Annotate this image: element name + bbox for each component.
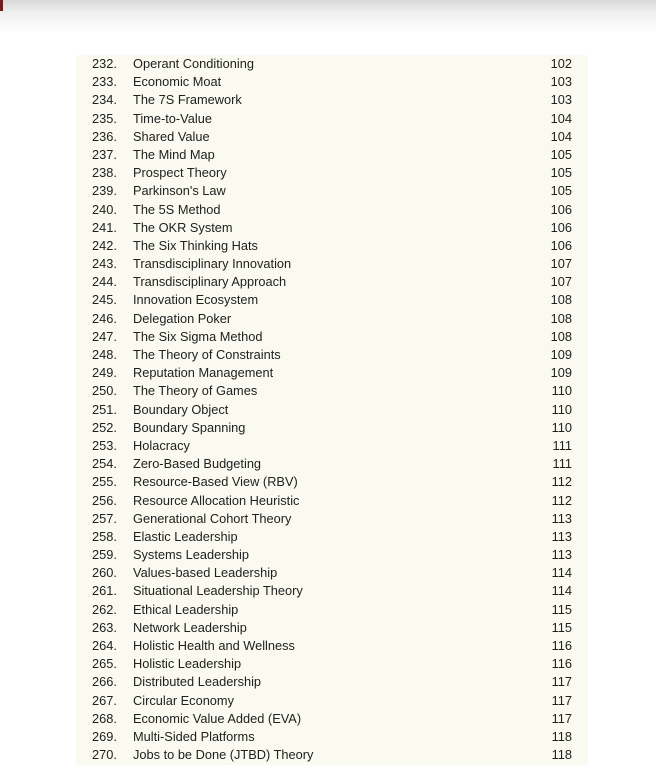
toc-entry-number: 237.: [92, 146, 117, 162]
toc-entry-page: 113: [551, 547, 572, 563]
toc-entry-page: 113: [551, 510, 572, 526]
toc-entry-title: The OKR System: [133, 219, 233, 235]
toc-entry-number: 233.: [92, 74, 117, 90]
toc-row: [76, 710, 588, 728]
toc-row: [76, 728, 588, 746]
toc-entry-title: Resource Allocation Heuristic: [133, 492, 300, 508]
toc-entry-title: Economic Value Added (EVA): [133, 710, 302, 726]
toc-entry-number: 261.: [92, 583, 117, 599]
toc-entry-number: 234.: [92, 92, 117, 108]
toc-entry-number: 245.: [92, 292, 117, 308]
toc-entry-title: Situational Leadership Theory: [133, 583, 303, 599]
toc-entry-page: 107: [550, 274, 572, 290]
toc-list: [76, 55, 588, 765]
toc-entry-number: 240.: [92, 201, 117, 217]
toc-entry-number: 267.: [92, 692, 117, 708]
toc-entry-number: 246.: [92, 310, 117, 326]
toc-row: [76, 692, 588, 710]
toc-row: [76, 401, 588, 419]
toc-entry-page: 111: [552, 437, 572, 453]
toc-entry-title: The Theory of Constraints: [133, 347, 281, 362]
toc-entry-number: 249.: [92, 365, 117, 381]
toc-entry-page: 112: [551, 474, 572, 490]
toc-row: [76, 91, 588, 109]
toc-row: [76, 110, 588, 128]
toc-entry-page: 118: [551, 728, 572, 744]
toc-entry-page: 114: [551, 583, 572, 599]
toc-entry-title: Zero-Based Budgeting: [133, 456, 262, 472]
toc-entry-title: Economic Moat: [133, 74, 222, 90]
toc-entry-title: Values-based Leadership: [133, 565, 278, 581]
toc-entry-number: 236.: [92, 128, 117, 144]
toc-entry-title: Innovation Ecosystem: [133, 292, 259, 308]
toc-entry-page: 105: [550, 183, 572, 199]
toc-row: [76, 746, 588, 764]
toc-row: [76, 528, 588, 546]
toc-entry-number: 258.: [92, 528, 117, 544]
toc-entry-title: Jobs to be Done (JTBD) Theory: [133, 747, 314, 763]
toc-row: [76, 382, 588, 400]
toc-entry-title: The Six Sigma Method: [133, 328, 263, 344]
toc-row: [76, 237, 588, 255]
toc-entry-number: 269.: [92, 728, 117, 744]
toc-entry-page: 114: [551, 565, 572, 581]
toc-entry-title: The 7S Framework: [133, 92, 242, 108]
toc-entry-title: Delegation Poker: [133, 310, 232, 326]
toc-entry-page: 102: [550, 56, 572, 71]
toc-entry-page: 106: [550, 237, 572, 253]
toc-entry-title: Shared Value: [133, 128, 210, 144]
toc-row: [76, 219, 588, 237]
toc-row: [76, 73, 588, 91]
toc-row: [76, 582, 588, 600]
toc-entry-page: 108: [550, 328, 572, 344]
toc-entry-title: The Theory of Games: [133, 383, 258, 399]
toc-entry-title: Resource-Based View (RBV): [133, 474, 298, 490]
toc-entry-page: 112: [551, 492, 572, 508]
toc-entry-title: The Mind Map: [133, 146, 215, 162]
toc-entry-number: 248.: [92, 347, 117, 362]
toc-row: [76, 328, 588, 346]
toc-entry-number: 239.: [92, 183, 117, 199]
toc-entry-number: 257.: [92, 510, 117, 526]
toc-entry-title: Multi-Sided Platforms: [133, 728, 255, 744]
toc-row: [76, 364, 588, 382]
toc-row: [76, 437, 588, 455]
toc-entry-number: 243.: [92, 256, 117, 272]
toc-entry-number: 263.: [92, 619, 117, 635]
toc-entry-page: 105: [550, 165, 572, 181]
toc-entry-number: 259.: [92, 547, 117, 563]
toc-row: [76, 182, 588, 200]
toc-entry-page: 109: [550, 365, 572, 381]
toc-entry-number: 265.: [92, 656, 117, 672]
toc-entry-page: 116: [551, 638, 572, 653]
toc-row: [76, 164, 588, 182]
toc-entry-title: Prospect Theory: [133, 165, 227, 181]
toc-entry-page: 111: [552, 456, 572, 472]
toc-entry-page: 115: [551, 619, 572, 635]
toc-entry-title: Boundary Object: [133, 401, 229, 417]
toc-entry-page: 117: [551, 710, 572, 726]
toc-row: [76, 619, 588, 637]
toc-entry-title: Holacracy: [133, 437, 190, 453]
toc-entry-number: 247.: [92, 328, 117, 344]
toc-entry-number: 242.: [92, 237, 117, 253]
toc-entry-number: 253.: [92, 437, 117, 453]
toc-entry-page: 103: [550, 74, 572, 90]
toc-entry-number: 260.: [92, 565, 117, 581]
toc-row: [76, 564, 588, 582]
toc-entry-number: 238.: [92, 165, 117, 181]
toc-entry-title: Holistic Health and Wellness: [133, 638, 295, 653]
toc-entry-title: Reputation Management: [133, 365, 274, 381]
toc-entry-page: 117: [551, 674, 572, 690]
toc-entry-title: Holistic Leadership: [133, 656, 242, 672]
page-top-shadow: [0, 0, 656, 34]
toc-entry-page: 115: [551, 601, 572, 617]
toc-row: [76, 55, 588, 73]
toc-row: [76, 273, 588, 291]
toc-entry-title: Operant Conditioning: [133, 56, 254, 71]
toc-row: [76, 201, 588, 219]
toc-entry-title: Distributed Leadership: [133, 674, 262, 690]
toc-entry-number: 254.: [92, 456, 117, 472]
toc-entry-number: 232.: [92, 56, 117, 71]
toc-entry-page: 107: [550, 256, 572, 272]
toc-entry-number: 250.: [92, 383, 117, 399]
toc-entry-title: Generational Cohort Theory: [133, 510, 292, 526]
toc-row: [76, 310, 588, 328]
toc-entry-title: Elastic Leadership: [133, 528, 238, 544]
toc-entry-title: Network Leadership: [133, 619, 247, 635]
toc-entry-title: Circular Economy: [133, 692, 234, 708]
toc-entry-number: 255.: [92, 474, 117, 490]
toc-entry-page: 108: [550, 310, 572, 326]
toc-entry-page: 104: [550, 128, 572, 144]
toc-entry-title: Systems Leadership: [133, 547, 249, 563]
toc-row: [76, 455, 588, 473]
toc-entry-page: 113: [551, 528, 572, 544]
toc-entry-number: 256.: [92, 492, 117, 508]
toc-entry-number: 251.: [92, 401, 117, 417]
toc-row: [76, 291, 588, 309]
toc-entry-page: 109: [550, 347, 572, 362]
toc-entry-number: 270.: [92, 747, 117, 763]
toc-entry-page: 105: [550, 146, 572, 162]
toc-row: [76, 546, 588, 564]
toc-entry-page: 117: [551, 692, 572, 708]
toc-row: [76, 473, 588, 491]
toc-entry-page: 106: [550, 201, 572, 217]
toc-row: [76, 510, 588, 528]
toc-entry-number: 268.: [92, 710, 117, 726]
toc-entry-number: 252.: [92, 419, 117, 435]
toc-entry-number: 241.: [92, 219, 117, 235]
toc-entry-number: 262.: [92, 601, 117, 617]
toc-entry-page: 103: [550, 92, 572, 108]
toc-entry-page: 116: [551, 656, 572, 672]
toc-entry-title: Time-to-Value: [133, 110, 212, 126]
toc-row: [76, 346, 588, 364]
toc-row: [76, 128, 588, 146]
toc-row: [76, 419, 588, 437]
toc-entry-title: The Six Thinking Hats: [133, 237, 258, 253]
toc-entry-title: Transdisciplinary Approach: [133, 274, 287, 290]
toc-entry-title: Parkinson's Law: [133, 183, 226, 199]
toc-entry-page: 108: [550, 292, 572, 308]
toc-entry-page: 106: [550, 219, 572, 235]
toc-entry-page: 118: [551, 747, 572, 763]
toc-entry-title: Boundary Spanning: [133, 419, 246, 435]
toc-entry-page: 110: [551, 383, 572, 399]
toc-entry-page: 110: [551, 401, 572, 417]
toc-entry-number: 235.: [92, 110, 117, 126]
toc-row: [76, 673, 588, 691]
toc-entry-title: The 5S Method: [133, 201, 221, 217]
toc-entry-title: Ethical Leadership: [133, 601, 239, 617]
toc-entry-title: Transdisciplinary Innovation: [133, 256, 292, 272]
toc-entry-number: 264.: [92, 638, 117, 653]
toc-row: [76, 655, 588, 673]
toc-row: [76, 146, 588, 164]
toc-entry-page: 110: [551, 419, 572, 435]
toc-row: [76, 601, 588, 619]
corner-mark: [0, 0, 3, 11]
toc-entry-page: 104: [550, 110, 572, 126]
toc-row: [76, 492, 588, 510]
toc-row: [76, 637, 588, 655]
toc-row: [76, 255, 588, 273]
toc-entry-number: 266.: [92, 674, 117, 690]
toc-entry-number: 244.: [92, 274, 117, 290]
